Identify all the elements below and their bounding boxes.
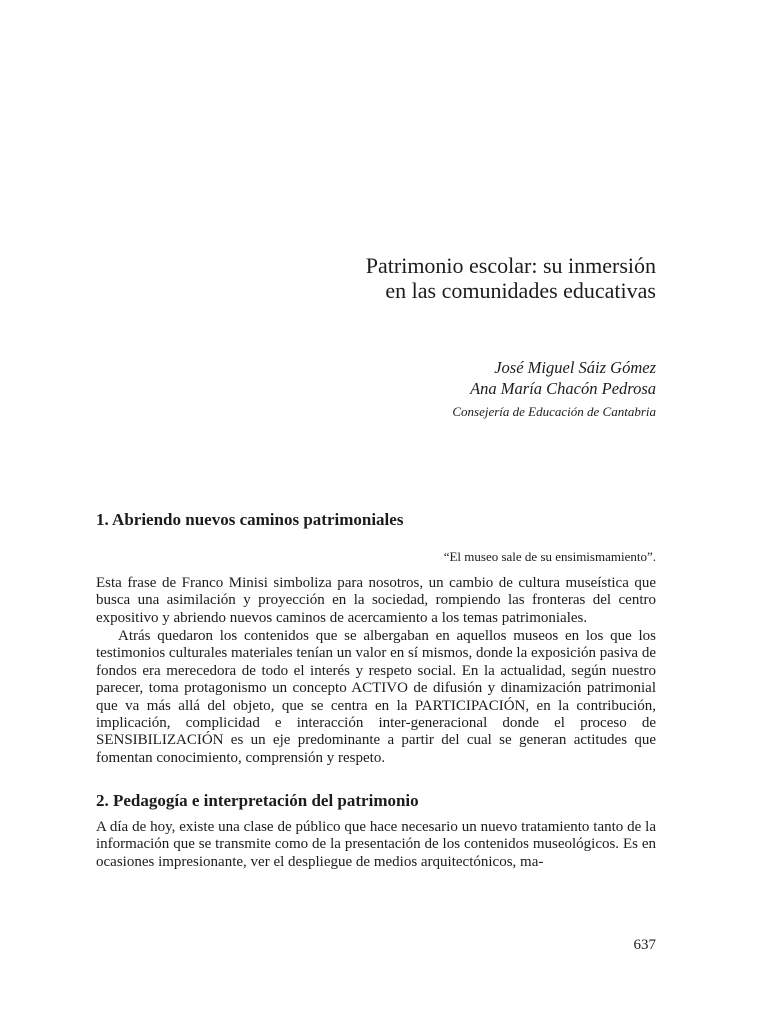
paper-title — [366, 253, 656, 303]
body-paragraph: A día de hoy, existe una clase de público que hace necesario un nuevo tratamiento tanto de la información que se transmite como de la presentación de los contenidos museológicos. Es en ocasiones impresionante, ver el despliegue de medios arquitectónicos, ma- — [96, 819, 656, 870]
body-paragraph: Atrás quedaron los contenidos que se albergaban en aquellos museos en los que los testimonios culturales materiales tenían un valor en sí mismos, donde la exposición pasiva de fondos era merecedora de todo el interés y respeto social. En la actualidad, según nuestro parecer, toma protagonismo un concepto ACTIVO de difusión y dinamización patrimonial que va más allá del objeto, que se centra en la PARTICIPACIÓN, en la contribución, implicación, complicidad e interacción inter-generacional donde el proceso de SENSIBILIZACIÓN es un eje predominante a partir del cual se generan actitudes que fomentan conocimiento, comprensión y respeto. — [96, 628, 656, 766]
author-list — [470, 357, 656, 399]
author-name: José Miguel Sáiz Gómez — [494, 358, 656, 377]
body-paragraph: Esta frase de Franco Minisi simboliza para nosotros, un cambio de cultura museística que busca una asimilación y proyección en la sociedad, rompiendo las fronteras del centro expositivo y abriendo nuevos caminos de acercamiento a los temas patrimoniales. — [96, 575, 656, 626]
affiliation: Consejería de Educación de Cantabria — [452, 404, 656, 419]
title-line-1: Patrimonio escolar: su inmersión — [365, 253, 656, 278]
author-name: Ana María Chacón Pedrosa — [470, 379, 656, 398]
title-line-2: en las comunidades educativas — [385, 278, 656, 303]
epigraph-quote: “El museo sale de su ensimismamiento”. — [443, 549, 656, 564]
section-heading-1: 1. Abriendo nuevos caminos patrimoniales — [96, 510, 404, 529]
section-heading-2: 2. Pedagogía e interpretación del patrimonio — [96, 791, 419, 810]
page-number: 637 — [633, 937, 656, 953]
